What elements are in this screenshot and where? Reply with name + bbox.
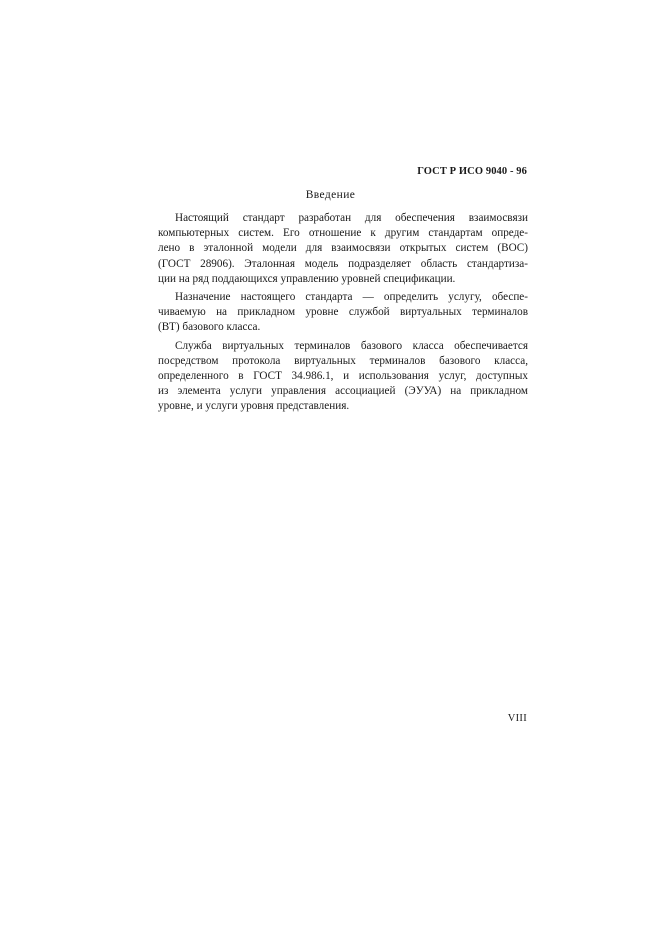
text-line: компьютерных систем. Его отношение к другим стандартам опреде- bbox=[158, 227, 528, 240]
text-line: лено в эталонной модели для взаимосвязи открытых систем (ВОС) bbox=[158, 242, 528, 255]
text-line: определенного в ГОСТ 34.986.1, и использования услуг, доступных bbox=[158, 370, 528, 383]
page-number: VIII bbox=[507, 713, 527, 724]
document-code: ГОСТ Р ИСО 9040 - 96 bbox=[417, 166, 527, 177]
text-line: из элемента услуги управления ассоциацией (ЭУУА) на прикладном bbox=[158, 385, 528, 398]
body-text bbox=[158, 211, 528, 418]
text-line: ции на ряд поддающихся управлению уровней спецификации. bbox=[158, 272, 456, 285]
paragraph-1 bbox=[158, 211, 528, 287]
text-line: посредством протокола виртуальных терминалов базового класса, bbox=[158, 354, 528, 367]
text-line: Назначение настоящего стандарта — определить услугу, обеспе- bbox=[175, 291, 528, 304]
text-line: Служба виртуальных терминалов базового класса обеспечивается bbox=[175, 339, 528, 352]
paragraph-2 bbox=[158, 290, 528, 336]
text-line: (ВТ) базового класса. bbox=[158, 321, 261, 334]
text-line: чиваемую на прикладном уровне службой виртуальных терминалов bbox=[158, 306, 528, 319]
section-title: Введение bbox=[305, 189, 356, 201]
text-line: уровне, и услуги уровня представления. bbox=[158, 400, 350, 413]
paragraph-3 bbox=[158, 339, 528, 415]
text-line: Настоящий стандарт разработан для обеспечения взаимосвязи bbox=[175, 212, 528, 224]
text-line: (ГОСТ 28906). Эталонная модель подразделяет область стандартиза- bbox=[158, 257, 528, 270]
